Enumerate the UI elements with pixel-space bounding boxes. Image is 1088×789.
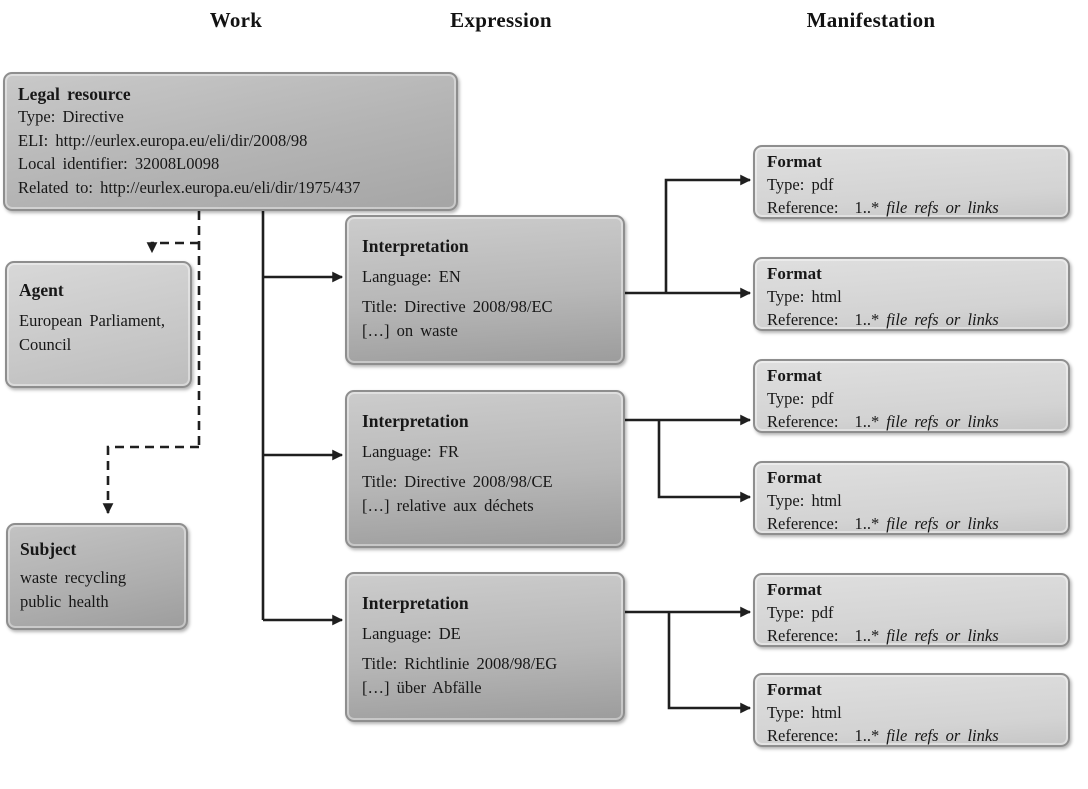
legal-resource-title: Legal resource [18,84,131,104]
format-reference-label: Reference: [767,310,839,329]
format-cardinality: 1..* [854,514,880,533]
format-reference [767,624,1056,647]
format-reference-label: Reference: [767,198,839,217]
legal-resource-eli: ELI: http://eurlex.europa.eu/eli/dir/2008/98 [18,130,308,150]
column-header-expression: Expression [450,8,552,32]
format-cardinality: 1..* [854,198,880,217]
format-cardinality: 1..* [854,626,880,645]
interpretation-work-title-continued: […] relative aux déchets [362,496,534,515]
agent-box [5,261,192,388]
format-reference-note: file refs or links [886,412,999,431]
interpretation-work-title: Title: Richtlinie 2008/98/EG [362,654,558,673]
interpretation-de-box [345,572,625,722]
format-box-fr-pdf [753,359,1070,433]
format-reference [767,512,1056,535]
interpretation-language: Language: DE [362,624,461,643]
format-type: Type: pdf [767,603,834,622]
interpretation-title: Interpretation [362,593,469,613]
format-type: Type: pdf [767,175,834,194]
subject-line: waste recycling [20,568,127,587]
format-reference-label: Reference: [767,514,839,533]
legal-resource-box [3,72,458,211]
connector-fr-to-format-html [659,420,750,497]
format-box-de-html [753,673,1070,747]
format-reference [767,724,1056,747]
format-reference-note: file refs or links [886,514,999,533]
format-box-fr-html [753,461,1070,535]
interpretation-work-title: Title: Directive 2008/98/CE [362,472,553,491]
agent-title: Agent [19,280,64,300]
connector-en-to-format-pdf [666,180,750,293]
format-reference-label: Reference: [767,412,839,431]
interpretation-language: Language: FR [362,442,459,461]
interpretation-work-title-continued: […] über Abfälle [362,678,482,697]
format-type: Type: html [767,287,842,306]
format-box-en-html [753,257,1070,331]
format-title: Format [767,152,822,171]
interpretation-en-box [345,215,625,365]
format-title: Format [767,366,822,385]
agent-line: European Parliament, [19,311,165,330]
column-header-manifestation: Manifestation [806,8,936,32]
format-reference-note: file refs or links [886,198,999,217]
legal-resource-local-identifier: Local identifier: 32008L0098 [18,154,220,173]
format-title: Format [767,468,822,487]
interpretation-title: Interpretation [362,411,469,431]
column-header-work: Work [209,8,263,32]
format-type: Type: pdf [767,389,834,408]
format-reference-note: file refs or links [886,726,999,745]
format-reference-label: Reference: [767,726,839,745]
format-title: Format [767,580,822,599]
format-reference-note: file refs or links [886,626,999,645]
format-box-en-pdf [753,145,1070,219]
subject-line: public health [20,591,109,611]
legal-resource-type: Type: Directive [18,107,124,126]
interpretation-language: Language: EN [362,267,461,286]
format-cardinality: 1..* [854,412,880,431]
connector-legal-to-subject [108,447,199,513]
format-reference [767,196,1056,219]
subject-box [6,523,188,630]
format-cardinality: 1..* [854,310,880,329]
format-reference-label: Reference: [767,626,839,645]
format-type: Type: html [767,703,842,722]
format-title: Format [767,264,822,283]
agent-line: Council [19,334,72,354]
interpretation-work-title: Title: Directive 2008/98/EC [362,297,553,316]
format-reference [767,410,1056,433]
legal-resource-related-to: Related to: http://eurlex.europa.eu/eli/dir/1975/437 [18,177,361,197]
interpretation-work-title-continued: […] on waste [362,321,458,340]
format-title: Format [767,680,822,699]
format-type: Type: html [767,491,842,510]
format-cardinality: 1..* [854,726,880,745]
format-box-de-pdf [753,573,1070,647]
interpretation-title: Interpretation [362,236,469,256]
interpretation-fr-box [345,390,625,548]
connector-de-to-format-html [669,612,750,708]
format-reference [767,308,1056,331]
subject-title: Subject [20,539,77,559]
connector-legal-to-agent [152,243,199,252]
format-reference-note: file refs or links [886,310,999,329]
